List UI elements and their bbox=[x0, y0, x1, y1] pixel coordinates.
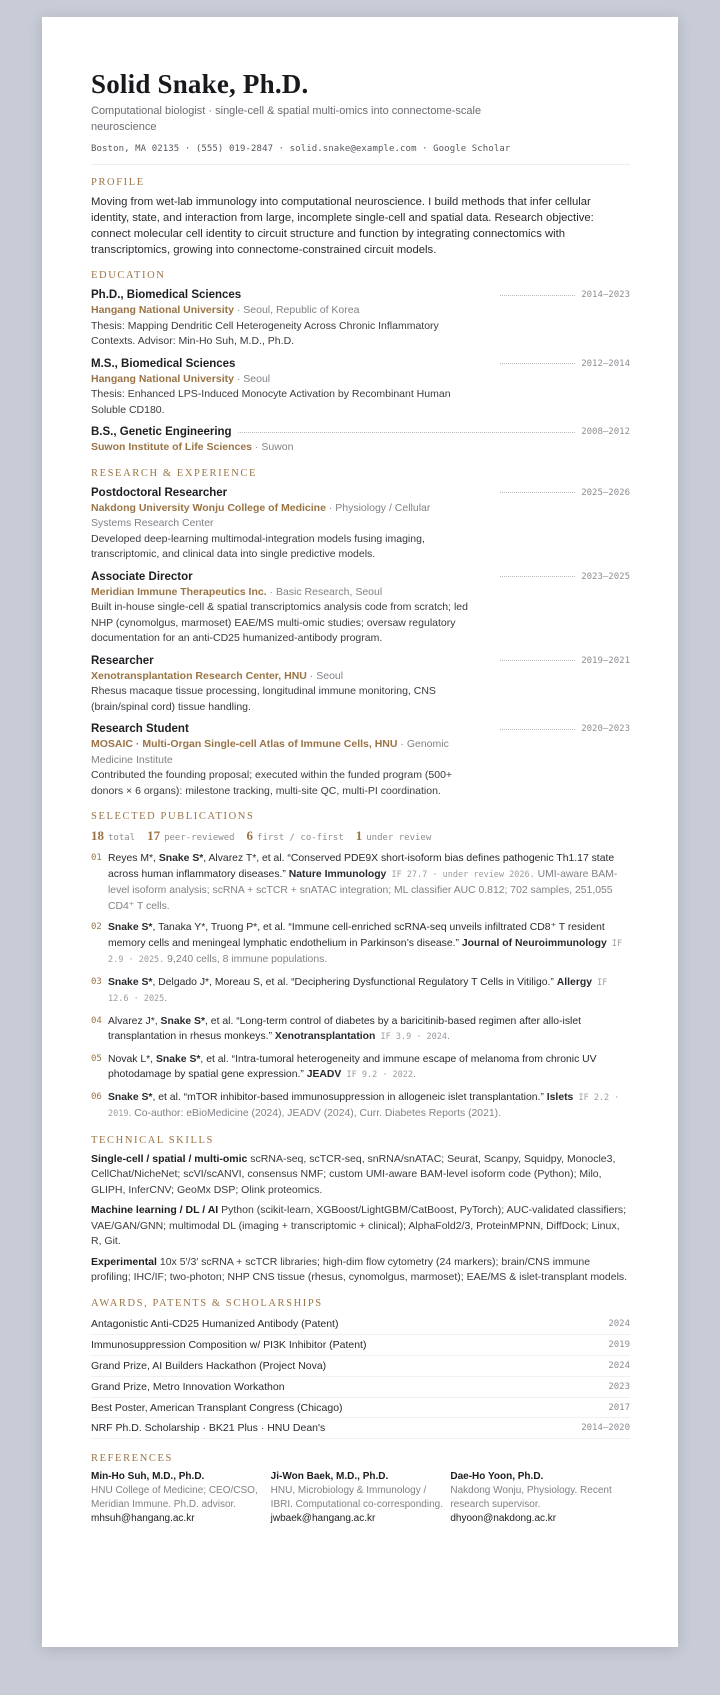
publication-item bbox=[91, 920, 630, 969]
entry-title: Associate Director bbox=[91, 570, 193, 583]
reference-email[interactable]: dhyoon@nakdong.ac.kr bbox=[450, 1513, 557, 1525]
publication-number: 04 bbox=[91, 1015, 102, 1026]
skills-list bbox=[91, 1152, 630, 1286]
entry-date: 2020–2023 bbox=[581, 724, 630, 734]
dotted-leader bbox=[500, 492, 575, 493]
dotted-leader bbox=[500, 295, 575, 296]
dotted-leader bbox=[500, 729, 575, 730]
award-item bbox=[91, 1398, 630, 1419]
award-name: Immunosuppression Composition w/ PI3K Inhibitor (Patent) bbox=[91, 1339, 367, 1352]
publication-item bbox=[91, 1052, 630, 1084]
entry-date: 2025–2026 bbox=[581, 487, 630, 498]
publication-number: 06 bbox=[91, 1091, 102, 1102]
award-name: Grand Prize, AI Builders Hackathon (Project Nova) bbox=[91, 1359, 327, 1372]
pub-citation: , Tanaka Y*, Truong P*, et al. “Immune cell-enriched scRNA-seq unveils infiltrated CD8⁺ T resident memory cells and meningeal lymphatic endothelium in Parkinson’s disease.” bbox=[108, 922, 605, 949]
section-title-profile: PROFILE bbox=[91, 177, 145, 188]
entry-location: · Seoul bbox=[233, 372, 271, 385]
entry-location: · Physiology / Cellular Systems Research Center bbox=[91, 501, 431, 529]
entry-date: 2023–2025 bbox=[581, 571, 630, 582]
pub-citation: , Delgado J*, Moreau S, et al. “Deciphering Dysfunctional Regulatory T Cells in Vitiligo.” bbox=[152, 976, 557, 988]
stat-first-author-count: 6 bbox=[246, 828, 254, 843]
award-name: Antagonistic Anti-CD25 Humanized Antibody (Patent) bbox=[91, 1318, 339, 1331]
pub-meta: IF 2.2 · 2019 bbox=[108, 1092, 620, 1119]
pub-meta: IF 12.6 · 2025 bbox=[108, 977, 608, 1004]
stat-under-review-label: under review bbox=[366, 833, 432, 843]
pub-note: . Co-author: eBioMedicine (2024), JEADV (2024), Curr. Diabetes Reports (2021). bbox=[128, 1108, 501, 1119]
stat-peer-reviewed-count: 17 bbox=[147, 828, 161, 843]
dotted-leader bbox=[238, 432, 576, 433]
skill-item bbox=[91, 1255, 630, 1286]
entry-title: M.S., Biomedical Sciences bbox=[91, 357, 236, 370]
entry-title: Researcher bbox=[91, 654, 154, 667]
pub-note: . bbox=[164, 993, 168, 1004]
skill-category: Single-cell / spatial / multi-omic bbox=[91, 1152, 248, 1165]
entry-title: Ph.D., Biomedical Sciences bbox=[91, 289, 242, 301]
entry-org: Suwon Institute of Life Sciences bbox=[91, 441, 253, 453]
publication-item bbox=[91, 1014, 630, 1046]
entry-location: · Seoul bbox=[306, 669, 344, 682]
reference-description: HNU College of Medicine; CEO/CSO, Meridian Immune. Ph.D. advisor. bbox=[91, 1485, 258, 1511]
pub-self-author: Snake S* bbox=[155, 1053, 201, 1065]
entry-location: · Basic Research, Seoul bbox=[266, 585, 383, 598]
reference-name: Min-Ho Suh, M.D., Ph.D. bbox=[91, 1471, 205, 1483]
award-name: Grand Prize, Metro Innovation Workathon bbox=[91, 1380, 285, 1393]
stat-peer-reviewed-label: peer-reviewed bbox=[164, 833, 235, 843]
publication-list bbox=[91, 851, 630, 1123]
pub-self-author: Snake S* bbox=[158, 853, 204, 864]
section-title-references: REFERENCES bbox=[91, 1453, 173, 1465]
stat-total-count: 18 bbox=[91, 828, 104, 843]
dotted-leader bbox=[500, 660, 575, 661]
entry-org: Hangang National University bbox=[91, 304, 234, 316]
publication-number: 03 bbox=[91, 976, 102, 987]
entry-title: Postdoctoral Researcher bbox=[91, 486, 228, 499]
reference-email[interactable]: jwbaek@hangang.ac.kr bbox=[270, 1513, 376, 1525]
pub-note: UMI-aware BAM-level isoform analysis; scRNA + scTCR + snATAC integration; ML classifier AUC 0.812; 702 samples, 251,055 CD4⁺ T cells. bbox=[108, 868, 618, 912]
candidate-name: Solid Snake, Ph.D. bbox=[91, 69, 309, 99]
award-item bbox=[91, 1377, 630, 1398]
award-year: 2024 bbox=[608, 1319, 630, 1330]
award-item bbox=[91, 1356, 630, 1377]
pub-citation: , et al. “mTOR inhibitor-based immunosuppression in allogeneic islet transplantation.” bbox=[152, 1091, 547, 1103]
skill-details: Python (scikit-learn, XGBoost/LightGBM/CatBoost, PyTorch); AUC-validated classifiers; VAE/GAN/GNN; multimodal DL (imaging + transcriptomic + clinical); AlphaFold2/3, ProteinMPNN, DiffDock; Linux, R, Git. bbox=[91, 1204, 627, 1247]
publication-number: 01 bbox=[91, 853, 102, 863]
entry-description: Thesis: Mapping Dendritic Cell Heterogeneity Across Chronic Inflammatory Contexts. Advisor: Min-Ho Suh, M.D., Ph.D. bbox=[91, 319, 439, 347]
entry-org: Hangang National University bbox=[91, 372, 234, 385]
section-title-education: EDUCATION bbox=[91, 270, 166, 281]
skill-item bbox=[91, 1152, 630, 1199]
pub-journal: Islets bbox=[546, 1091, 574, 1103]
reference-item bbox=[271, 1470, 451, 1526]
entry-title: Research Student bbox=[91, 723, 189, 735]
tagline: Computational biologist · single-cell & spatial multi-omics into connectome-scale neuroscience bbox=[91, 105, 482, 133]
pub-citation: , et al. “Long-term control of diabetes by a baricitinib-based regimen after allo-islet transplantation in rhesus monkeys.” bbox=[108, 1015, 582, 1042]
pub-meta: IF 3.9 · 2024 bbox=[375, 1032, 448, 1042]
skill-details: 10x 5′/3′ scRNA + scTCR libraries; high-dim flow cytometry (24 markers); brain/CNS immune profiling; IHC/IF; two-photon; NHP CNS tissue (rhesus, cynomolgus, marmoset); EAE/MS & islet-transplant models. bbox=[91, 1255, 628, 1283]
experience-entry bbox=[91, 485, 630, 563]
pub-self-author: Snake S* bbox=[108, 976, 153, 988]
profile-summary: Moving from wet-lab immunology into computational neuroscience. I build methods that infer cellular identity, state, and interaction from large, incomplete single-cell and spatial data. Research objective: connect molecular cell identity to circuit structure and function by integrating connectomics with transcriptomics, growing into connectome-constrained circuit models. bbox=[91, 196, 594, 256]
pub-meta: IF 2.9 · 2025. bbox=[108, 938, 623, 965]
entry-location: · Genomic Medicine Institute bbox=[91, 738, 449, 766]
pub-meta: IF 9.2 · 2022 bbox=[341, 1070, 414, 1080]
publication-number: 02 bbox=[91, 922, 102, 932]
entry-location: · Seoul, Republic of Korea bbox=[233, 304, 360, 316]
award-year: 2024 bbox=[608, 1360, 630, 1371]
dotted-leader bbox=[500, 363, 575, 364]
entry-org: MOSAIC · Multi-Organ Single-cell Atlas of Immune Cells, HNU bbox=[91, 738, 398, 750]
publication-number: 05 bbox=[91, 1053, 102, 1064]
section-title-experience: RESEARCH & EXPERIENCE bbox=[91, 467, 258, 479]
award-year: 2014–2020 bbox=[581, 1423, 630, 1434]
entry-date: 2008–2012 bbox=[581, 427, 630, 437]
reference-description: Nakdong Wonju, Physiology. Recent research supervisor. bbox=[450, 1485, 612, 1511]
experience-list bbox=[91, 485, 630, 800]
education-entry bbox=[91, 356, 630, 419]
skill-category: Experimental bbox=[91, 1255, 157, 1268]
pub-journal: Nature Immunology bbox=[288, 868, 387, 880]
reference-name: Ji-Won Baek, M.D., Ph.D. bbox=[270, 1471, 389, 1483]
award-item bbox=[91, 1315, 630, 1336]
reference-email[interactable]: mhsuh@hangang.ac.kr bbox=[91, 1513, 195, 1525]
reference-item bbox=[450, 1470, 630, 1526]
entry-date: 2019–2021 bbox=[581, 655, 630, 666]
section-title-skills: TECHNICAL SKILLS bbox=[91, 1134, 214, 1146]
award-item bbox=[91, 1335, 630, 1356]
entry-location: · Suwon bbox=[252, 441, 294, 453]
reference-description: HNU, Microbiology & Immunology / IBRI. Computational co-corresponding. bbox=[270, 1485, 443, 1511]
pub-journal: Xenotransplantation bbox=[274, 1031, 376, 1042]
experience-entry bbox=[91, 653, 630, 716]
pub-authors-before: Alvarez J*, bbox=[108, 1015, 161, 1027]
section-title-awards: AWARDS, PATENTS & SCHOLARSHIPS bbox=[91, 1297, 323, 1309]
pub-self-author: Snake S* bbox=[108, 922, 153, 933]
pub-meta: IF 27.7 · under review 2026. bbox=[386, 869, 535, 880]
entry-description: Built in-house single-cell & spatial transcriptomics analysis code from scratch; led NHP (cynomolgus, marmoset) EAE/MS multi-omic studies; oversaw regulatory documentation for an anti-CD25 humanized-antibody program. bbox=[91, 601, 468, 644]
entry-date: 2012–2014 bbox=[581, 358, 630, 369]
entry-description: Thesis: Enhanced LPS-Induced Monocyte Activation by Recombinant Human Soluble CD180. bbox=[91, 388, 451, 416]
experience-entry bbox=[91, 721, 630, 799]
reference-name: Dae-Ho Yoon, Ph.D. bbox=[450, 1471, 544, 1483]
entry-title: B.S., Genetic Engineering bbox=[91, 426, 232, 438]
pub-authors-before: Novak L*, bbox=[108, 1053, 156, 1065]
pub-journal: Journal of Neuroimmunology bbox=[461, 937, 607, 949]
publication-item bbox=[91, 1090, 630, 1123]
award-year: 2023 bbox=[608, 1381, 630, 1392]
pub-authors-before: Reyes M*, bbox=[108, 853, 159, 864]
education-list bbox=[91, 287, 630, 456]
award-name: NRF Ph.D. Scholarship · BK21 Plus · HNU Dean's bbox=[91, 1422, 326, 1435]
entry-org: Nakdong University Wonju College of Medicine bbox=[91, 501, 326, 514]
awards-list bbox=[91, 1315, 630, 1440]
contact-line: Boston, MA 02135 · (555) 019-2847 · solid.snake@example.com · Google Scholar bbox=[91, 144, 630, 165]
pub-note: 9,240 cells, 8 immune populations. bbox=[164, 954, 328, 965]
publication-item bbox=[91, 975, 630, 1008]
education-entry bbox=[91, 424, 630, 456]
entry-date: 2014–2023 bbox=[581, 290, 630, 300]
experience-entry bbox=[91, 569, 630, 647]
award-year: 2017 bbox=[608, 1402, 630, 1413]
pub-self-author: Snake S* bbox=[108, 1091, 153, 1103]
publication-item bbox=[91, 851, 630, 914]
references-list bbox=[91, 1470, 630, 1526]
entry-description: Developed deep-learning multimodal-integration models fusing imaging, transcriptomic, and clinical data into single predictive models. bbox=[91, 532, 425, 560]
reference-item bbox=[91, 1470, 271, 1526]
skill-item bbox=[91, 1203, 630, 1250]
entry-org: Meridian Immune Therapeutics Inc. bbox=[91, 585, 267, 598]
pub-citation: , Alvarez T*, et al. “Conserved PDE9X short-isoform bias defines pathogenic Th1.17 state across human inflammatory diseases.” bbox=[108, 853, 615, 880]
pub-note: . bbox=[447, 1031, 450, 1042]
skill-category: Machine learning / DL / AI bbox=[91, 1204, 219, 1216]
entry-org: Xenotransplantation Research Center, HNU bbox=[91, 669, 307, 682]
skill-details: scRNA-seq, scTCR-seq, snRNA/snATAC; Seurat, Scanpy, Squidpy, Monocle3, CellChat/NicheNet; scVI/scANVI, consensus NMF; custom UMI-aware BAM-level isoform code (Python); Milo, GLIPH, InferCNV; GeoMx DSP; Olink proteomics. bbox=[91, 1152, 616, 1196]
award-item bbox=[91, 1418, 630, 1439]
pub-note: . bbox=[413, 1069, 416, 1080]
entry-description: Contributed the founding proposal; executed within the funded program (500+ donors × 6 organs): milestone tracking, multi-site QC, multi-PI coordination. bbox=[91, 769, 453, 797]
dotted-leader bbox=[500, 576, 575, 577]
pub-journal: Allergy bbox=[556, 976, 592, 988]
entry-description: Rhesus macaque tissue processing, longitudinal immune monitoring, CNS (brain/spinal cord) tissue handling. bbox=[91, 685, 436, 713]
pub-journal: JEADV bbox=[306, 1069, 342, 1080]
pub-self-author: Snake S* bbox=[160, 1015, 206, 1027]
stat-total-label: total bbox=[108, 833, 136, 843]
education-entry bbox=[91, 287, 630, 350]
pub-citation: , et al. “Intra-tumoral heterogeneity and immune escape of melanoma from chronic UV photodamage by spatial gene expression.” bbox=[108, 1053, 597, 1080]
stat-under-review-count: 1 bbox=[355, 828, 363, 843]
award-year: 2019 bbox=[608, 1340, 630, 1351]
section-title-publications: SELECTED PUBLICATIONS bbox=[91, 811, 255, 822]
award-name: Best Poster, American Transplant Congress (Chicago) bbox=[91, 1401, 343, 1414]
publication-stats bbox=[91, 828, 630, 844]
stat-first-author-label: first / co-first bbox=[257, 833, 344, 843]
resume-page bbox=[42, 17, 678, 1647]
